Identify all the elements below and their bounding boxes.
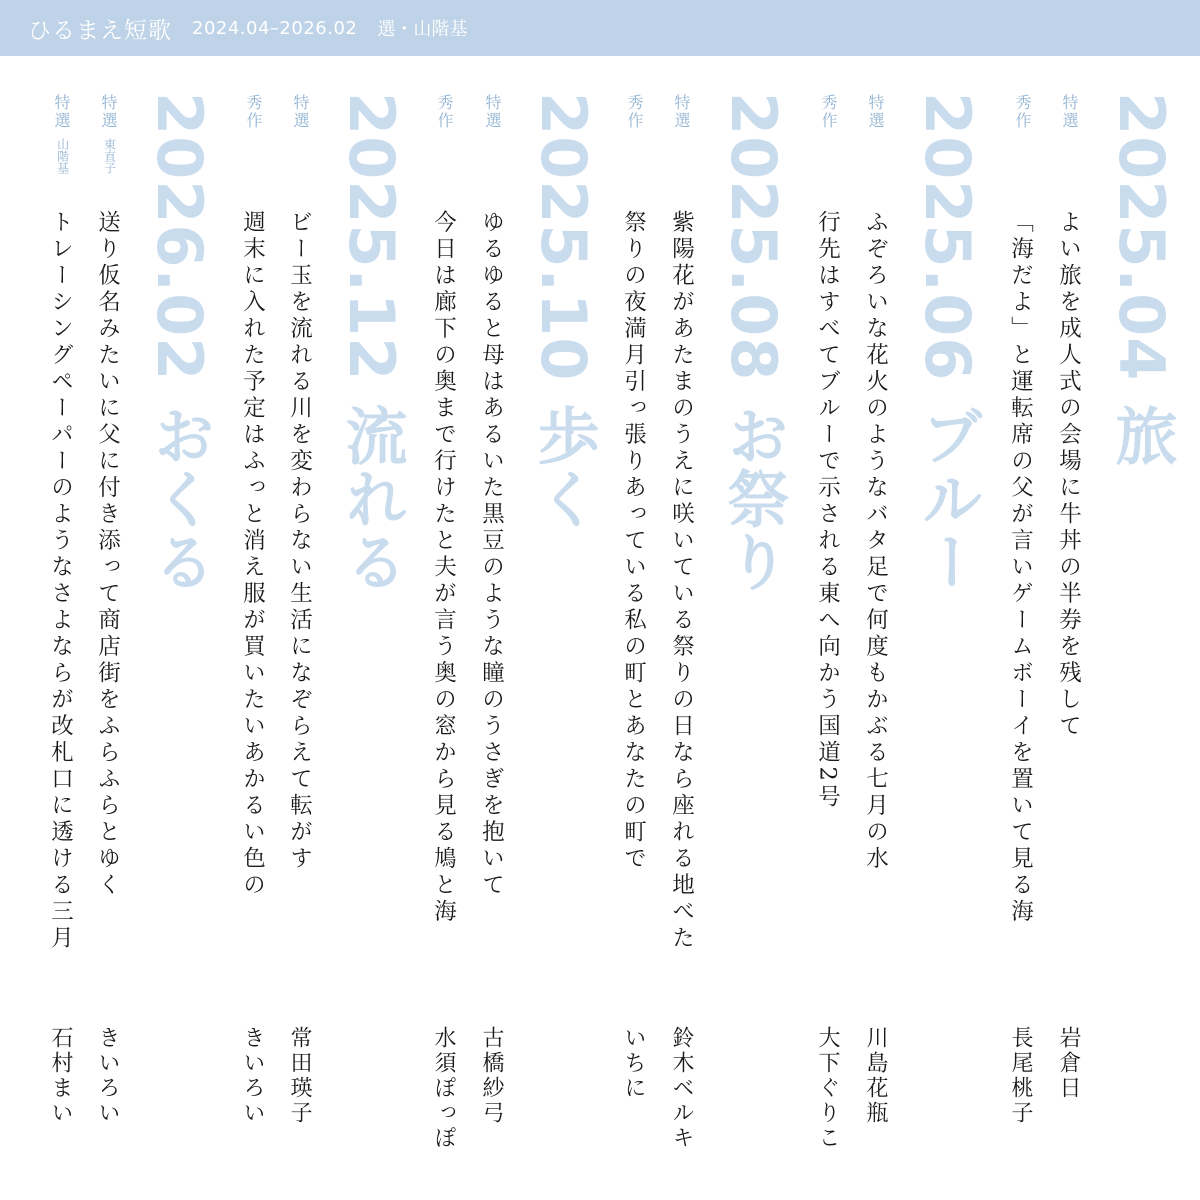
- award-label: 特選: [1060, 94, 1079, 130]
- award-label: 秀作: [819, 94, 838, 130]
- author-name: 川島花瓶: [863, 1026, 888, 1126]
- section-title: 2025.10 歩く: [527, 92, 600, 530]
- award-label: 特選: [99, 94, 118, 130]
- author-name: 大下ぐりこ: [815, 1026, 840, 1151]
- award-label: 秀作: [244, 94, 263, 130]
- section-title: 2025.08 お祭り: [717, 92, 790, 593]
- poem-text: 送り仮名みたいに父に付き添って商店街をふらふらとゆく: [94, 210, 121, 899]
- poem-text: トレーシングペーパーのようなさよならが改札口に透ける三月: [47, 210, 74, 952]
- award-label: 秀作: [1013, 94, 1032, 130]
- period-label: 2024.04–2026.02: [192, 17, 358, 39]
- section-title: 2026.02 おくる: [143, 92, 216, 593]
- author-name: 常田瑛子: [287, 1026, 312, 1126]
- author-name: きいろい: [240, 1026, 265, 1126]
- award-label: 特選: [52, 94, 71, 130]
- author-name: きいろい: [95, 1026, 120, 1126]
- award-label: 秀作: [435, 94, 454, 130]
- award-label: 特選: [483, 94, 502, 130]
- poem-text: 今日は廊下の奥まで行けたと夫が言う奥の窓から見る鳩と海: [430, 210, 457, 926]
- author-name: 石村まい: [48, 1026, 73, 1126]
- section-title: 2025.04 旅: [1105, 92, 1178, 467]
- judge-label: 山階基: [55, 138, 70, 174]
- award-label: 特選: [866, 94, 885, 130]
- author-name: 水須ぽっぽ: [431, 1026, 456, 1151]
- poem-text: 行先はすべてブルーで示される東へ向かう国道2号: [814, 210, 841, 812]
- section-title: 2025.06 ブルー: [911, 92, 984, 593]
- poem-text: ビー玉を流れる川を変わらない生活になぞらえて転がす: [286, 210, 313, 873]
- judge-label: 東直子: [102, 138, 117, 174]
- selector-label: 選・山階基: [377, 19, 468, 40]
- poem-text: よい旅を成人式の会場に牛丼の半券を残して: [1055, 210, 1082, 740]
- award-label: 秀作: [625, 94, 644, 130]
- poem-text: 祭りの夜満月引っ張りあっている私の町とあなたの町で: [620, 210, 647, 873]
- poem-text: ゆるゆると母はあるいた黒豆のような瞳のうさぎを抱いて: [478, 210, 505, 899]
- author-name: 岩倉日: [1056, 1026, 1081, 1101]
- author-name: 古橋紗弓: [479, 1026, 504, 1126]
- author-name: 長尾桃子: [1008, 1026, 1033, 1126]
- poem-text: 「海だよ」と運転席の父が言いゲームボーイを置いて見る海: [1007, 210, 1034, 926]
- author-name: 鈴木ベルキ: [669, 1026, 694, 1151]
- poem-text: 週末に入れた予定はふっと消え服が買いたいあかるい色の: [239, 210, 266, 899]
- award-label: 特選: [291, 94, 310, 130]
- app-title: ひるまえ短歌: [28, 17, 172, 44]
- author-name: いちに: [621, 1026, 646, 1101]
- award-label: 特選: [672, 94, 691, 130]
- poem-text: 紫陽花があたまのうえに咲いている祭りの日なら座れる地べた: [668, 210, 695, 952]
- section-title: 2025.12 流れる: [335, 92, 408, 593]
- header-bar: [0, 0, 1200, 56]
- poem-text: ふぞろいな花火のようなバタ足で何度もかぶる七月の水: [862, 210, 889, 873]
